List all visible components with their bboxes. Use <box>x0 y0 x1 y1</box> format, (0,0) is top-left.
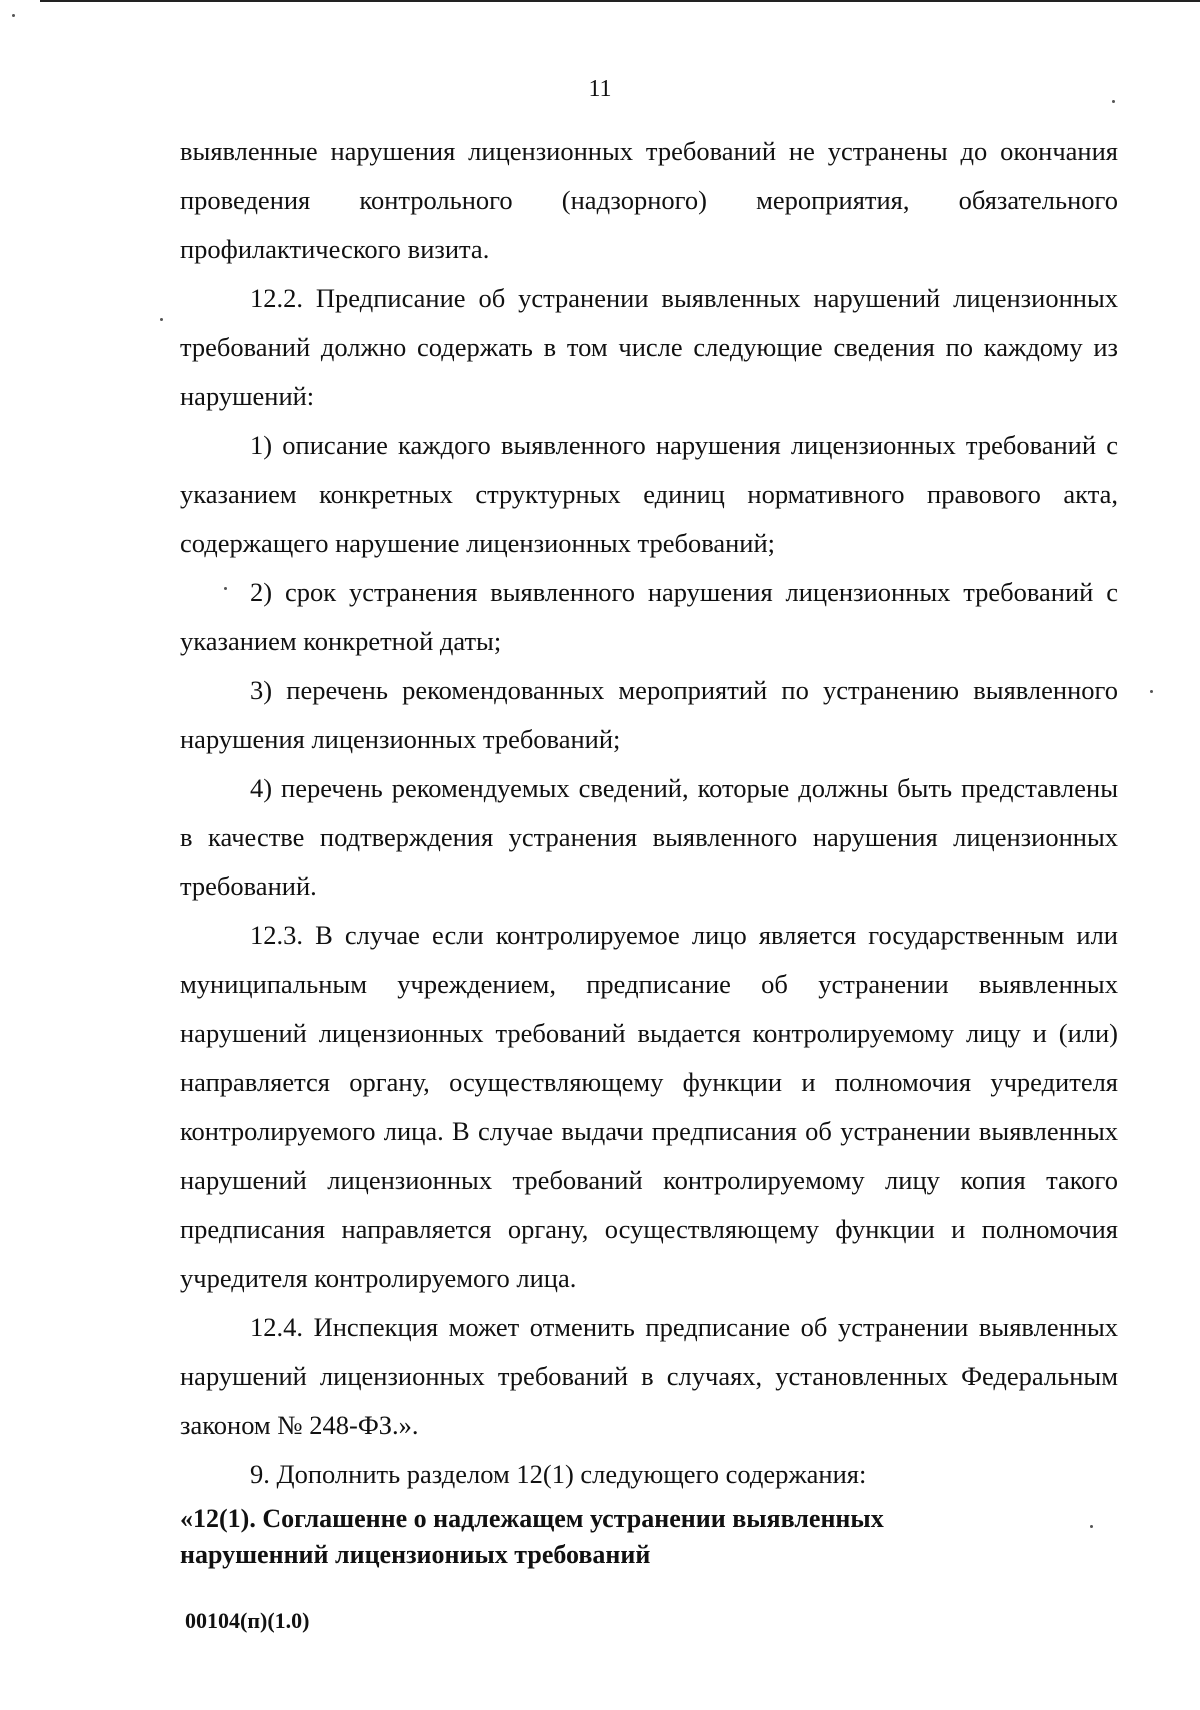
page-number: 11 <box>588 76 612 102</box>
paragraph-12-4: 12.4. Инспекция может отменить предписание об устранении выявленных нарушений лицензионных требований в случаях, установленных Федеральным законом № 248-ФЗ.». <box>180 1312 1118 1440</box>
scan-speck <box>1090 1525 1093 1528</box>
section-heading <box>180 1499 1118 1573</box>
paragraph-12-3: 12.3. В случае если контролируемое лицо является государственным или муниципальным учреждением, предписание об устранении выявленных нарушений лицензионных требований выдается контролируемому лицу и (или) направляется органу, осуществляющему функции и полномочия учредителя контролируемого лица. В случае выдачи предписания об устранении выявленных нарушений лицензионных требований контролируемому лицу копия такого предписания направляется органу, осуществляющему функции и полномочия учредителя контролируемого лица. <box>180 920 1118 1293</box>
scan-speck <box>224 587 227 590</box>
section-heading-line-1: «12(1). Соглашенне о надлежащем устранении выявленных <box>180 1504 884 1533</box>
paragraph-continuation: выявленные нарушения лицензионных требований не устранены до окончания проведения контрольного (надзорного) мероприятия, обязательного профилактического визита. <box>180 136 1118 264</box>
list-item-3: 3) перечень рекомендованных мероприятий по устранению выявленного нарушения лицензионных требований; <box>180 675 1118 754</box>
list-item-2: 2) срок устранения выявленного нарушения лицензионных требований с указанием конкретной даты; <box>180 577 1118 656</box>
scan-speck <box>1150 690 1153 693</box>
scan-speck <box>12 14 15 17</box>
top-edge-rule <box>40 0 1200 2</box>
list-item-1: 1) описание каждого выявленного нарушения лицензионных требований с указанием конкретных структурных единиц нормативного правового акта, содержащего нарушение лицензионных требований; <box>180 430 1118 558</box>
scan-speck <box>160 318 163 321</box>
section-heading-line-2: нарушенний лицензиониых требований <box>180 1540 651 1569</box>
list-item-4: 4) перечень рекомендуемых сведений, которые должны быть представлены в качестве подтверждения устранения выявленного нарушения лицензионных требований. <box>180 773 1118 901</box>
scan-speck <box>1112 100 1115 103</box>
document-code: 00104(п)(1.0) <box>185 1608 310 1633</box>
paragraph-item-9: 9. Дополнить разделом 12(1) следующего содержания: <box>250 1459 867 1489</box>
document-body <box>180 127 1118 1573</box>
paragraph-12-2: 12.2. Предписание об устранении выявленных нарушений лицензионных требований должно содержать в том числе следующие сведения по каждому из нарушений: <box>180 283 1118 411</box>
